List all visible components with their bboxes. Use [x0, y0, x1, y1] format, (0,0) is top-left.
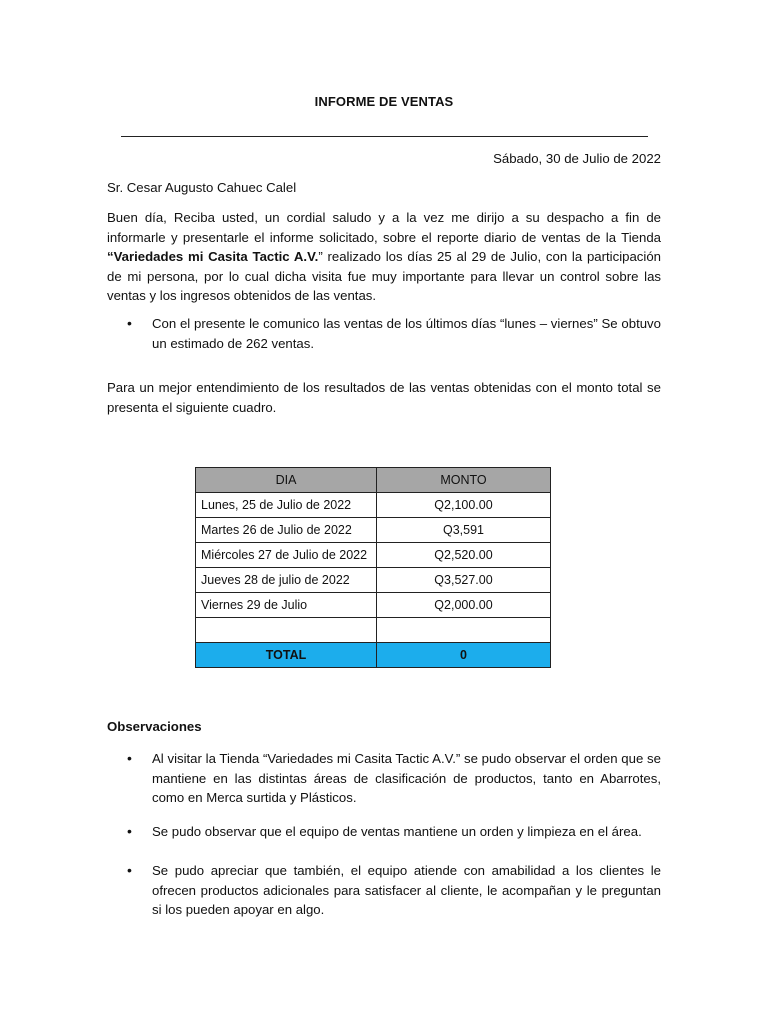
observation-bullet [127, 822, 661, 842]
observation-bullet [127, 749, 661, 808]
title-separator-line [121, 136, 648, 137]
table-header-row [196, 468, 551, 493]
table-cell-monto: Q3,591 [377, 518, 551, 543]
table-cell-dia: Lunes, 25 de Julio de 2022 [196, 493, 377, 518]
recipient-name: Sr. Cesar Augusto Cahuec Calel [107, 180, 297, 195]
observation-text: Se pudo observar que el equipo de ventas mantiene un orden y limpieza en el área. [152, 824, 642, 839]
table-cell-dia: Jueves 28 de julio de 2022 [196, 568, 377, 593]
total-value: 0 [377, 643, 551, 668]
intro-text-part1: Buen día, Reciba usted, un cordial saludo y a la vez me dirijo a su despacho a fin de informarle y presentarle el informe solicitado, sobre el reporte diario de ventas de la Tienda [107, 210, 661, 245]
table-cell-dia: Viernes 29 de Julio [196, 593, 377, 618]
observation-text: Al visitar la Tienda “Variedades mi Casita Tactic A.V.” se pudo observar el orden que se mantiene en las distintas áreas de clasificación de productos, tanto en Abarrotes, como en Merca surtida y Plásticos. [152, 751, 661, 805]
intro-text-part2: ” realizado los días 25 al 29 de Julio, con la participación de mi persona, por lo cual dicha visita fue muy importante para llevar un control sobre las ventas y los ingresos obtenidos de las ventas. [107, 249, 661, 303]
bullet-dot-icon: • [127, 750, 132, 766]
table-row-empty [196, 618, 551, 643]
bullet-dot-icon: • [127, 862, 132, 878]
table-row [196, 543, 551, 568]
bullet-dot-icon: • [127, 823, 132, 839]
sales-table [195, 467, 551, 668]
table-cell-dia: Miércoles 27 de Julio de 2022 [196, 543, 377, 568]
intro-paragraph [107, 208, 661, 306]
observation-bullet [127, 861, 661, 920]
summary-bullet-text: Con el presente le comunico las ventas de los últimos días “lunes – viernes” Se obtuvo un estimado de 262 ventas. [152, 316, 661, 351]
summary-bullet [127, 314, 661, 353]
bullet-dot-icon: • [127, 315, 132, 331]
document-date: Sábado, 30 de Julio de 2022 [493, 151, 661, 166]
table-cell-monto [377, 618, 551, 643]
table-total-row [196, 643, 551, 668]
document-title: INFORME DE VENTAS [314, 94, 454, 109]
table-cell-monto: Q2,100.00 [377, 493, 551, 518]
store-name: “Variedades mi Casita Tactic A.V. [107, 249, 319, 264]
observation-text: Se pudo apreciar que también, el equipo atiende con amabilidad a los clientes le ofrecen productos adicionales para satisfacer al cliente, le acompañan y le preguntan si los pueden apoyar en algo. [152, 863, 661, 917]
column-header-dia: DIA [196, 468, 377, 493]
table-row [196, 518, 551, 543]
total-label: TOTAL [196, 643, 377, 668]
table-row [196, 493, 551, 518]
table-cell-monto: Q3,527.00 [377, 568, 551, 593]
table-cell-monto: Q2,000.00 [377, 593, 551, 618]
table-row [196, 593, 551, 618]
table-cell-dia [196, 618, 377, 643]
table-intro-paragraph: Para un mejor entendimiento de los resultados de las ventas obtenidas con el monto total se presenta el siguiente cuadro. [107, 380, 661, 415]
observations-heading: Observaciones [107, 719, 202, 734]
table-cell-dia: Martes 26 de Julio de 2022 [196, 518, 377, 543]
table-row [196, 568, 551, 593]
column-header-monto: MONTO [377, 468, 551, 493]
table-cell-monto: Q2,520.00 [377, 543, 551, 568]
